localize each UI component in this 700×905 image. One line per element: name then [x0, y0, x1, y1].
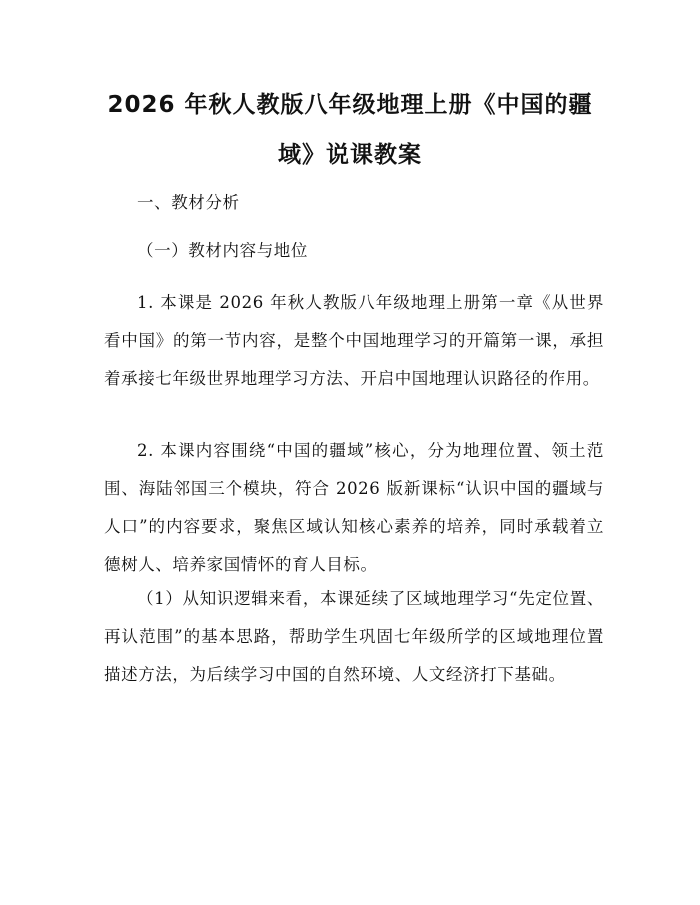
- paragraph-2: 2. 本课内容围绕“中国的疆域”核心，分为地理位置、领土范围、海陆邻国三个模块，符合 2026 版新课标“认识中国的疆域与人口”的内容要求，聚焦区域认知核心素养的培养，同时承载着立德树人、培养家国情怀的育人目标。: [104, 441, 604, 574]
- document-title: 2026 年秋人教版八年级地理上册《中国的疆域》说课教案: [107, 92, 593, 168]
- section-heading: 一、教材分析: [137, 193, 240, 212]
- paragraph-3: （1）从知识逻辑来看，本课延续了区域地理学习“先定位置、再认范围”的基本思路，帮助学生巩固七年级所学的区域地理位置描述方法，为后续学习中国的自然环境、人文经济打下基础。: [104, 589, 604, 684]
- paragraph-1: 1. 本课是 2026 年秋人教版八年级地理上册第一章《从世界看中国》的第一节内容，是整个中国地理学习的开篇第一课，承担着承接七年级世界地理学习方法、开启中国地理认识路径的作用。: [104, 293, 604, 388]
- subsection-heading: （一）教材内容与地位: [137, 241, 308, 260]
